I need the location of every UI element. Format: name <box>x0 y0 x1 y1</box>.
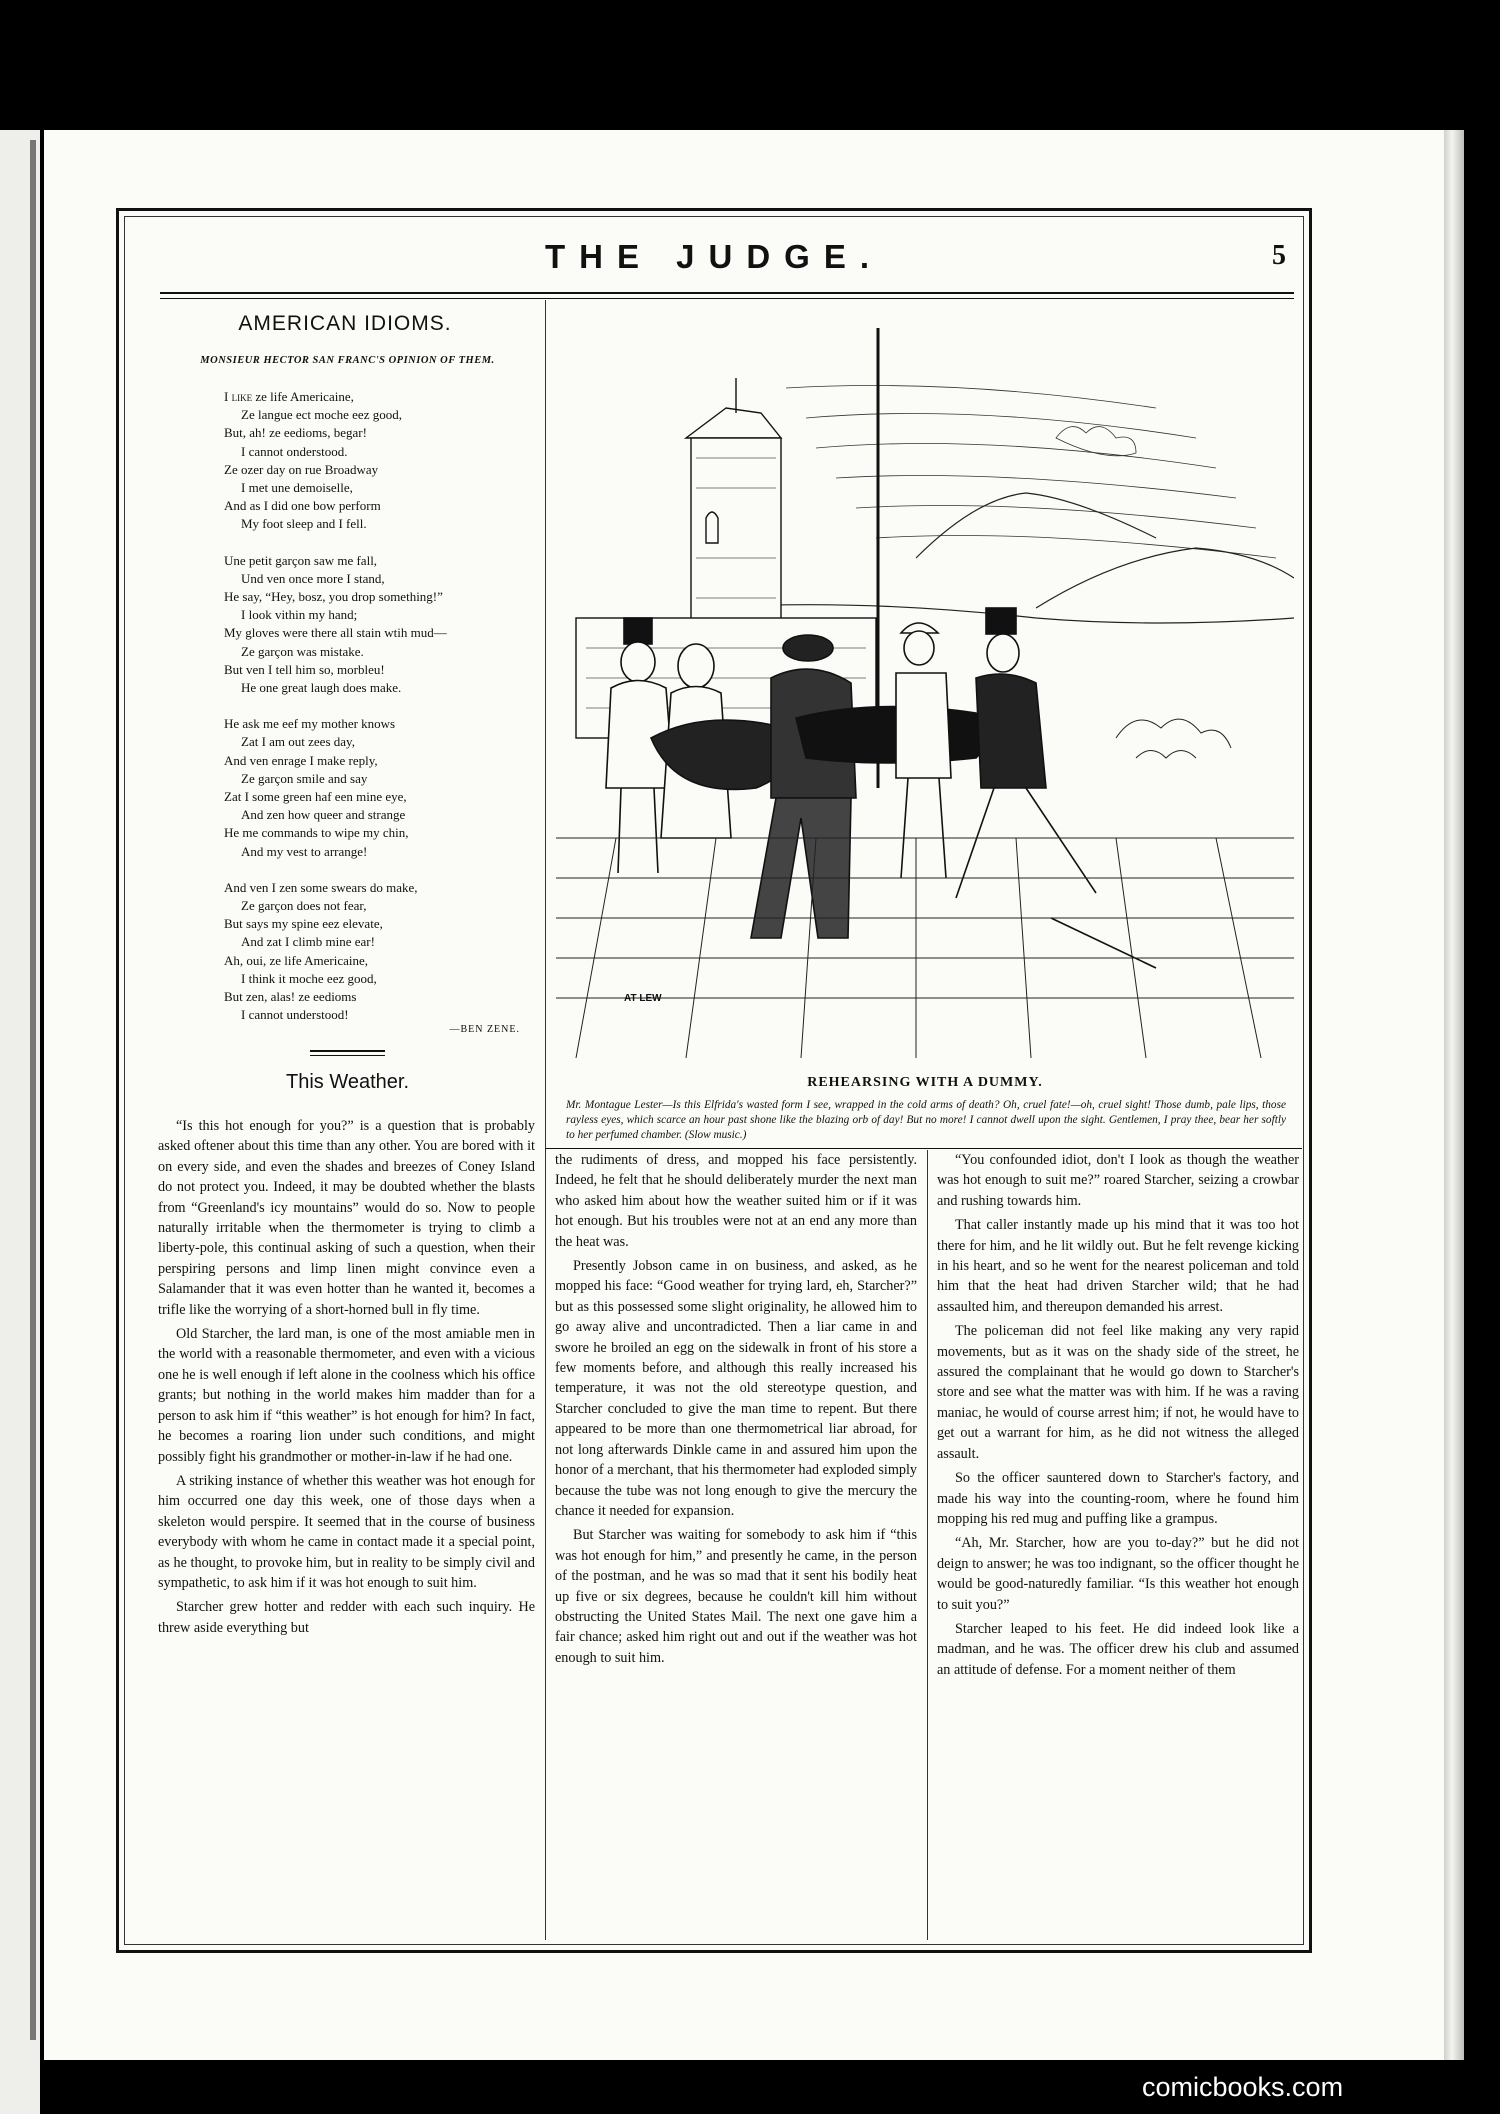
article-column-2 <box>555 1150 917 1668</box>
article-paragraph: “You confounded idiot, don't I look as though the weather was hot enough to suit me?” roared Starcher, seizing a crowbar and rushing towards him. <box>937 1152 1299 1209</box>
article-paragraph: But Starcher was waiting for somebody to ask him if “this was hot enough for him,” and presently he came, in the person of the postman, and he was so mad that it sent his bodily heat up five or six degrees, because he couldn't kill him without obstructing the United States Mail. The next one gave him a fair chance; asked him right out and out if the weather was hot enough to suit him. <box>555 1527 917 1666</box>
section-divider <box>310 1055 385 1056</box>
article-paragraph: Old Starcher, the lard man, is one of the most amiable men in the world with a reasonable thermometer, and even with a vicious one he is well enough if left alone in the coolness which his office grants; but nothing in the world makes him madder than for a person to ask him if “this weather” is hot enough for him? In fact, he becomes a roaring lion under such conditions, and might possibly fight his grandmother or mother-in-law if he had one. <box>158 1326 535 1465</box>
poem-line: Zat I am out zees day, <box>241 734 355 750</box>
poem-line: ze life Americaine, <box>252 389 354 404</box>
poem-line: And ven I zen some swears do make, <box>224 879 418 895</box>
column-separator <box>545 300 546 1940</box>
poem-first-word: I like <box>224 389 253 404</box>
poem-line: I cannot understood! <box>241 1007 349 1023</box>
poem-line: But ven I tell him so, morbleu! <box>224 661 385 677</box>
poem-line: And as I did one bow perform <box>224 498 381 514</box>
poem-stanza <box>224 879 524 1025</box>
poem-subtitle: MONSIEUR HECTOR SAN FRANC'S OPINION OF THEM. <box>200 355 495 366</box>
poem-line: I met une demoiselle, <box>241 480 353 496</box>
poem-line: Zat I some green haf een mine eye, <box>224 789 407 805</box>
article-paragraph: “Ah, Mr. Starcher, how are you to-day?” but he did not deign to answer; he was too indignant, so the officer thought he would be good-naturedly familiar. “Is this weather hot enough to suit you?” <box>937 1535 1299 1613</box>
poem-line: I cannot onderstood. <box>241 443 348 459</box>
poem-line: Ze garçon smile and say <box>241 770 368 786</box>
poem-line: Und ven once more I stand, <box>241 570 385 586</box>
article-paragraph: “Is this hot enough for you?” is a question that is probably asked oftener about this time than any other. You are bored with it on every side, and even the shades and breezes of Coney Island do not protect you. Indeed, it may be doubted whether the blasts from “Greenland's icy mountains” would do so. Now to people naturally irritable when the thermometer is trying to climb a liberty-pole, this continual asking of such a question, when their perspiring persons and limp linen might convince even a Salamander that it was even hotter than he wanted it, becomes a trifle like the worrying of a short-horned bull in fly time. <box>158 1118 535 1318</box>
watermark: comicbooks.com <box>1142 2072 1344 2102</box>
right-page-edge <box>1444 130 1464 2060</box>
poem-line: But, ah! ze eedioms, begar! <box>224 425 367 441</box>
poem-line: And zat I climb mine ear! <box>241 934 375 950</box>
poem-line: Ah, oui, ze life Americaine, <box>224 952 369 968</box>
poem-line: He me commands to wipe my chin, <box>224 825 409 841</box>
article-paragraph: Starcher grew hotter and redder with each such inquiry. He threw aside everything but <box>158 1599 535 1636</box>
poem-line: Ze garçon does not fear, <box>241 898 367 914</box>
page-gutter-shadow <box>30 140 36 2040</box>
poem-line: I look vithin my hand; <box>241 607 358 623</box>
masthead-rule-thick <box>160 292 1294 294</box>
article-paragraph: That caller instantly made up his mind that it was too hot there for him, and he lit wildly out. But he felt revenge kicking in his heart, and so he went for the nearest policeman and told him that the heat had driven Starcher wild; that he had assaulted him, and thereupon demanded his arrest. <box>937 1217 1299 1315</box>
article-paragraph: A striking instance of whether this weather was hot enough for him occurred one day this week, one of those days when a skeleton would perspire. It seemed that in the course of business everybody with whom he came in contact made it a special point, as he thought, to provoke him, but in reality to be simply civil and sympathetic, to ask him if it was hot enough to suit him. <box>158 1472 535 1591</box>
poem-line: He say, “Hey, bosz, you drop something!” <box>224 589 443 605</box>
poem-line: And my vest to arrange! <box>241 843 368 859</box>
poem-line: I think it moche eez good, <box>241 970 377 986</box>
artist-signature: AT LEW <box>624 993 662 1004</box>
poem-line: Une petit garçon saw me fall, <box>224 552 378 568</box>
article-paragraph: Starcher leaped to his feet. He did indeed look like a madman, and he was. The officer drew his club and assumed an attitude of defense. For a moment neither of them <box>937 1620 1299 1678</box>
illustration <box>556 318 1294 1058</box>
illustration-caption-text: Mr. Montague Lester—Is this Elfrida's wasted form I see, wrapped in the cold arms of death? Oh, cruel fate!—oh, cruel sight! Those dumb, pale lips, those rayless eyes, which scarce an hour past shone like the blazing orb of day! But no more! I cannot dwell upon the sight. Gentlemen, I pray thee, bear her softly to her perfumed chamber. (Slow music.) <box>566 1099 1286 1142</box>
poem-stanza <box>224 715 524 861</box>
page-number: 5 <box>1272 240 1286 271</box>
article-paragraph: Presently Jobson came in on business, and asked, as he mopped his face: “Good weather for trying lard, eh, Starcher?” but as this possessed some slight originality, he allowed him to go away alive and uncontradicted. Then a liar came in and swore he broiled an egg on the sidewalk in front of his store a few moments before, and although this really increased his temperature, it was not the old stereotype question, and Starcher concluded to give the man time to repent. But there appeared to be more than one thermometrical liar abroad, for not long afterwards Dinkle came in and assured him upon the honor of a merchant, that his thermometer had exploded simply because the tube was not long enough to give the mercury the chance it needed for expansion. <box>555 1258 917 1519</box>
article-column-3 <box>937 1150 1299 1680</box>
illustration-caption-title: REHEARSING WITH A DUMMY. <box>807 1075 1043 1090</box>
poem-title: AMERICAN IDIOMS. <box>238 312 452 335</box>
poem-line: And ven enrage I make reply, <box>224 752 378 768</box>
poem-line: My gloves were there all stain wtih mud— <box>224 625 447 641</box>
poem-stanza <box>224 388 524 534</box>
column-separator <box>927 1150 928 1940</box>
poem-line: But zen, alas! ze eedioms <box>224 989 357 1005</box>
section-divider <box>310 1050 385 1052</box>
article-paragraph: the rudiments of dress, and mopped his face persistently. Indeed, he felt that he should deliberately murder the next man who asked him about how the weather suited him or if it was hot enough. But his troubles were not at an end any more than the heat was. <box>555 1152 917 1250</box>
article-title: This Weather. <box>285 1071 410 1093</box>
poem-line: My foot sleep and I fell. <box>241 516 367 532</box>
poem-line: And zen how queer and strange <box>241 807 406 823</box>
poem-signature: —BEN ZENE. <box>449 1024 520 1035</box>
masthead-rule-thin <box>160 298 1294 299</box>
poem-line: Ze ozer day on rue Broadway <box>224 461 379 477</box>
article-column-1 <box>158 1116 535 1638</box>
article-paragraph: So the officer sauntered down to Starcher's factory, and made his way into the counting-room, where he found him mopping his red mug and puffing like a grampus. <box>937 1470 1299 1527</box>
poem-line: He ask me eef my mother knows <box>224 716 396 732</box>
poem-line: But says my spine eez elevate, <box>224 916 383 932</box>
article-paragraph: The policeman did not feel like making any very rapid movements, but as it was on the shady side of the street, he assured the complainant that he would go down to Starcher's store and see what the matter was with him. If he was a raving maniac, he would of course arrest him; if not, he would have to get out a warrant for him, as he did not witness the alleged assault. <box>937 1323 1299 1462</box>
poem <box>224 388 524 1043</box>
poem-stanza <box>224 552 524 698</box>
poem-line: Ze langue ect moche eez good, <box>241 407 402 423</box>
poem-line: He one great laugh does make. <box>241 680 402 696</box>
caption-rule <box>545 1148 1302 1149</box>
masthead-title: THE JUDGE. <box>544 238 884 275</box>
poem-line: Ze garçon was mistake. <box>241 643 364 659</box>
